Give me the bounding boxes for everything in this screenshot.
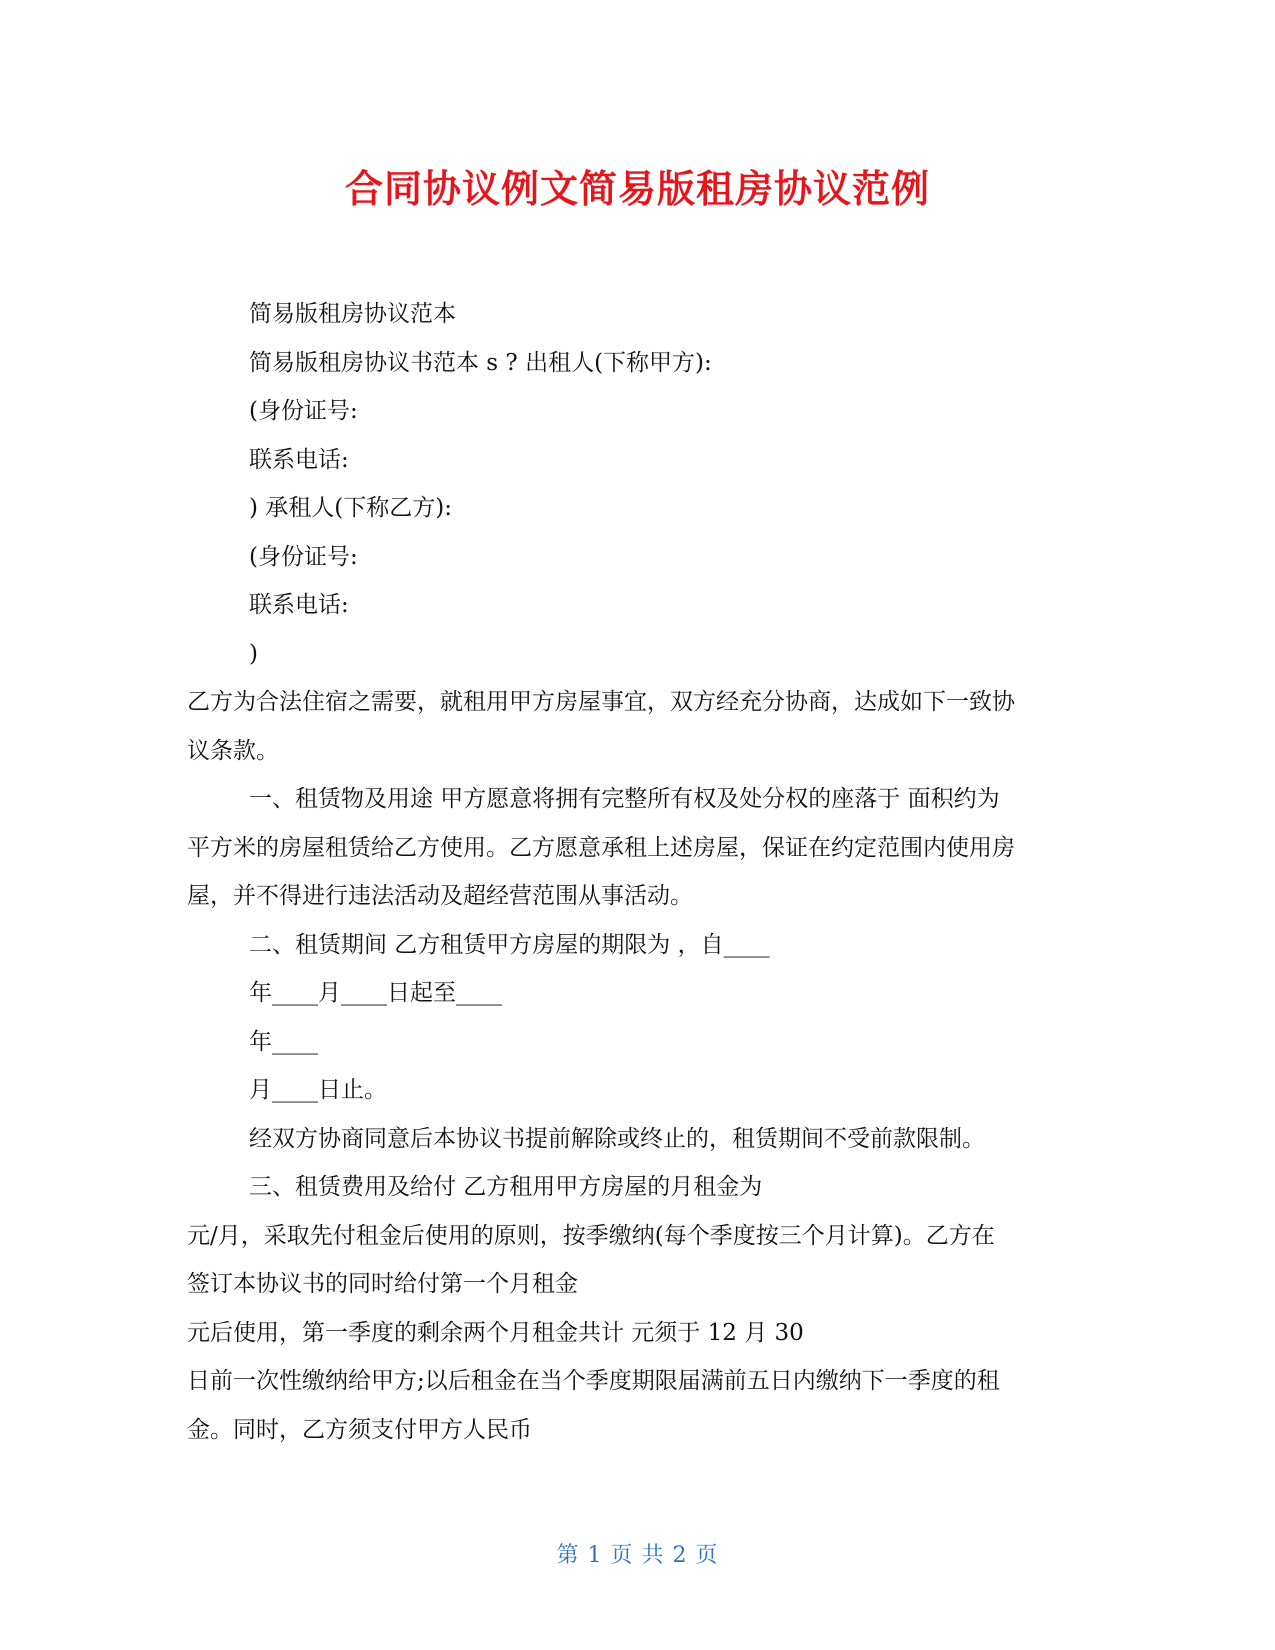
text-line: 签订本协议书的同时给付第一个月租金 bbox=[187, 1271, 578, 1297]
text-line: 月____日止。 bbox=[249, 1077, 387, 1103]
text-line: 金。同时，乙方须支付甲方人民币 bbox=[187, 1416, 532, 1443]
text-line: (身份证号: bbox=[249, 543, 358, 570]
text-line: 议条款。 bbox=[187, 737, 279, 764]
text-line: 年____月____日起至____ bbox=[249, 980, 502, 1006]
text-line: 元/月，采取先付租金后使用的原则，按季缴纳(每个季度按三个月计算)。乙方在 bbox=[187, 1222, 995, 1249]
text-line: 日前一次性缴纳给甲方;以后租金在当个季度期限届满前五日内缴纳下一季度的租 bbox=[187, 1368, 1000, 1394]
text-line: 简易版租房协议书范本 s ? 出租人(下称甲方): bbox=[249, 349, 712, 376]
text-line: ) 承租人(下称乙方): bbox=[249, 495, 452, 521]
page-footer: 第 1 页 共 2 页 bbox=[556, 1543, 719, 1568]
text-line: 年____ bbox=[249, 1028, 318, 1055]
text-line: 屋，并不得进行违法活动及超经营范围从事活动。 bbox=[187, 883, 693, 909]
text-line: 联系电话: bbox=[249, 592, 349, 618]
text-line: 乙方为合法住宿之需要，就租用甲方房屋事宜，双方经充分协商，达成如下一致协 bbox=[187, 689, 1015, 715]
text-line: 三、租赁费用及给付 乙方租用甲方房屋的月租金为 bbox=[249, 1174, 763, 1200]
document-body bbox=[187, 290, 1087, 1454]
text-line: ) bbox=[249, 640, 258, 667]
text-line: 元后使用，第一季度的剩余两个月租金共计 元须于 12 月 30 bbox=[187, 1319, 804, 1346]
text-line: 联系电话: bbox=[249, 446, 349, 473]
text-line: 经双方协商同意后本协议书提前解除或终止的，租赁期间不受前款限制。 bbox=[249, 1125, 985, 1152]
text-line: 平方米的房屋租赁给乙方使用。乙方愿意承租上述房屋，保证在约定范围内使用房 bbox=[187, 834, 1015, 861]
text-line: 简易版租房协议范本 bbox=[249, 301, 456, 327]
text-line: 一、租赁物及用途 甲方愿意将拥有完整所有权及处分权的座落于 面积约为 bbox=[249, 786, 1000, 812]
text-line: 二、租赁期间 乙方租赁甲方房屋的期限为 ，自____ bbox=[249, 931, 770, 958]
page-title: 合同协议例文简易版租房协议范例 bbox=[344, 167, 930, 211]
text-line: (身份证号: bbox=[249, 398, 358, 424]
